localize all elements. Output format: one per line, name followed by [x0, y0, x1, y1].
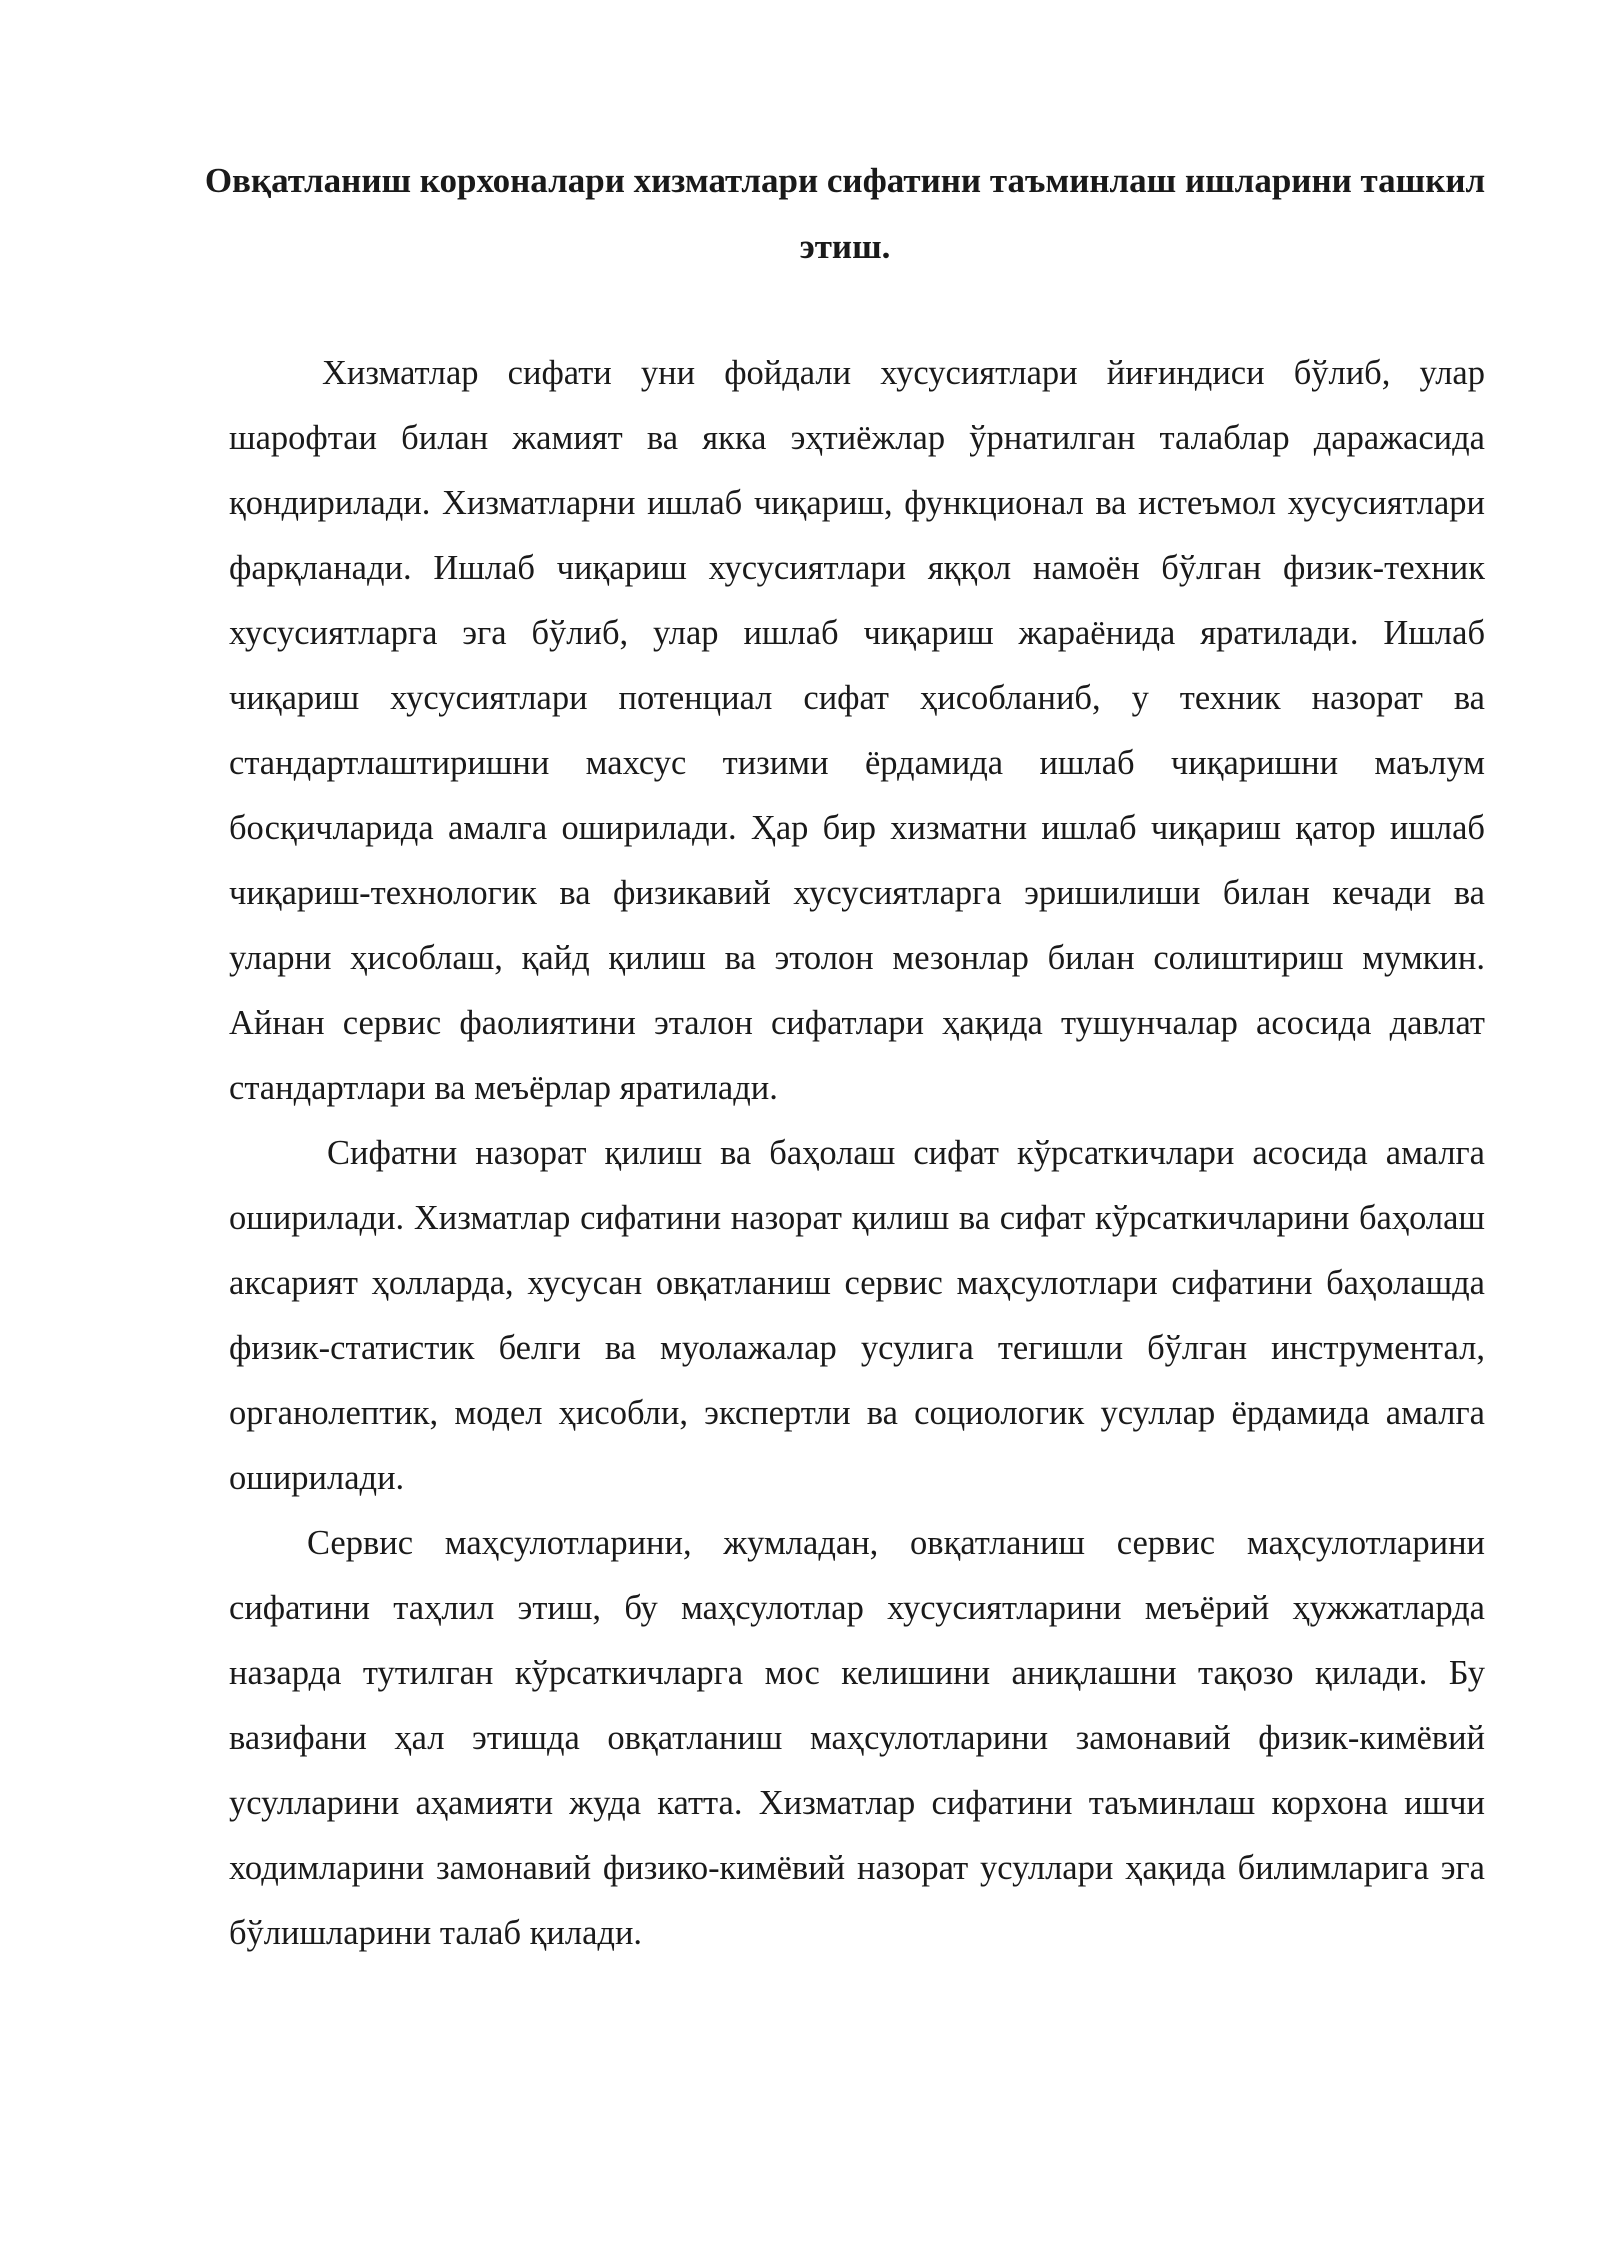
- document-title: Овқатланиш корхоналари хизматлари сифатини таъминлаш ишларини ташкил этиш.: [204, 161, 1486, 266]
- paragraph-1: Хизматлар сифати уни фойдали хусусиятлари йиғиндиси бўлиб, улар шарофтаи билан жамият ва якка эҳтиёжлар ўрнатилган талаблар даражасида қондирилади. Хизматларни ишлаб чиқариш, функционал ва истеъмол хусусиятлари фарқланади. Ишлаб чиқариш хусусиятлари яққол намоён бўлган физик-техник хусусиятларга эга бўлиб, улар ишлаб чиқариш жараёнида яратилади. Ишлаб чиқариш хусусиятлари потенциал сифат ҳисобланиб, у техник назорат ва стандартлаштиришни махсус тизими ёрдамида ишлаб чиқаришни маълум босқичларида амалга оширилади. Ҳар бир хизматни ишлаб чиқариш қатор ишлаб чиқариш-технологик ва физикавий хусусиятларга эришилиши билан кечади ва уларни ҳисоблаш, қайд қилиш ва этолон мезонлар билан солиштириш мумкин. Айнан сервис фаолиятини эталон сифатлари ҳақида тушунчалар асосида давлат стандартлари ва меъёрлар яратилади.: [229, 354, 1485, 1107]
- paragraph-2: Сифатни назорат қилиш ва баҳолаш сифат кўрсаткичлари асосида амалга оширилади. Хизматлар сифатини назорат қилиш ва сифат кўрсаткичларини баҳолаш аксарият ҳолларда, хусусан овқатланиш сервис маҳсулотлари сифатини баҳолашда физик-статистик белги ва муолажалар усулига тегишли бўлган инструментал, органолептик, модел ҳисобли, экспертли ва социологик усуллар ёрдамида амалга оширилади.: [229, 1134, 1485, 1497]
- paragraph-3: Сервис маҳсулотларини, жумладан, овқатланиш сервис маҳсулотларини сифатини таҳлил этиш, бу маҳсулотлар хусусиятларини меъёрий ҳужжатларда назарда тутилган кўрсаткичларга мос келишини аниқлашни тақозо қилади. Бу вазифани ҳал этишда овқатланиш маҳсулотларини замонавий физик-кимёвий усулларини аҳамияти жуда катта. Хизматлар сифатини таъминлаш корхона ишчи ходимларини замонавий физико-кимёвий назорат усуллари ҳақида билимларига эга бўлишларини талаб қилади.: [229, 1524, 1485, 1952]
- document-body: [229, 341, 1485, 1966]
